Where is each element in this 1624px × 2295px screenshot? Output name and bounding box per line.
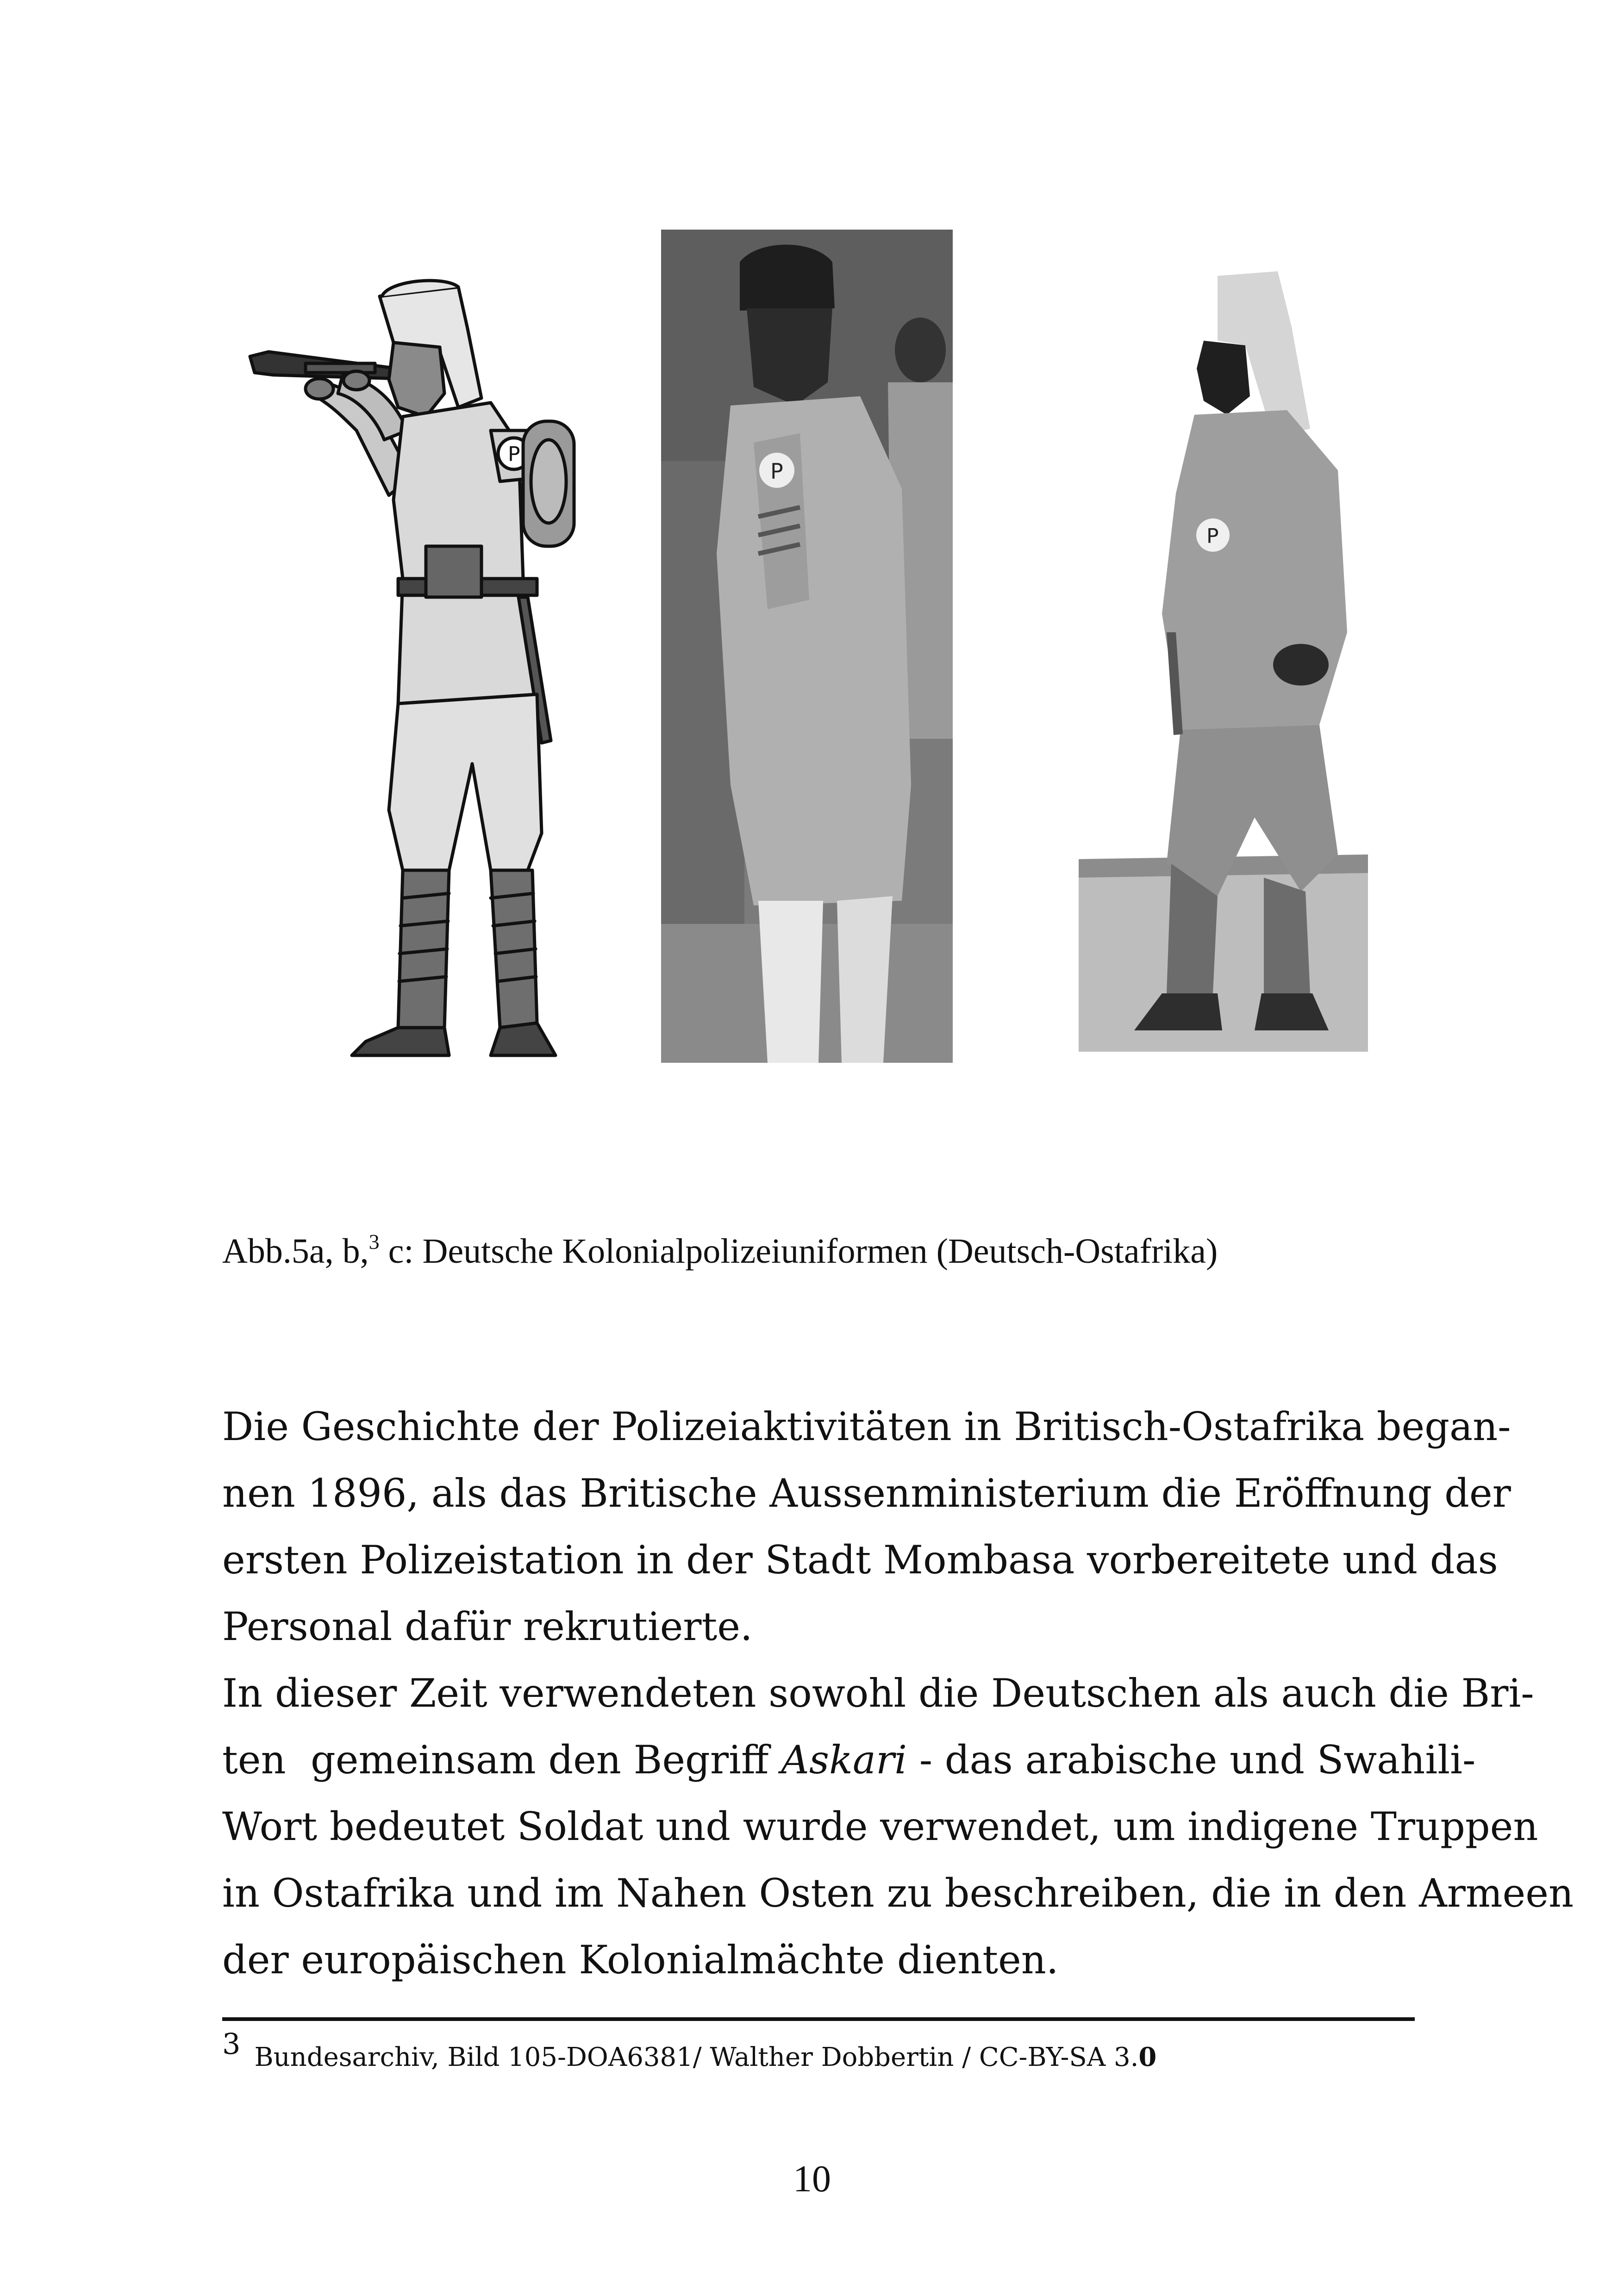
- body-line-2: nen 1896, als das Britische Aussenministerium die Eröffnung der: [222, 1471, 1511, 1516]
- svg-text:P: P: [770, 459, 783, 484]
- footnote: [222, 2027, 1157, 2073]
- caption-prefix: Abb.5a, b,: [222, 1232, 369, 1271]
- body-line-7: Wort bedeutet Soldat und wurde verwendet, um indigene Truppen: [222, 1804, 1538, 1849]
- footnote-bold-tail: 0: [1138, 2042, 1157, 2072]
- askari-photo-image: [661, 230, 953, 1063]
- figure-caption: [222, 1231, 1426, 1272]
- svg-text:P: P: [1206, 524, 1219, 548]
- footnote-separator: [222, 2017, 1415, 2021]
- body-line-8: in Ostafrika und im Nahen Osten zu beschreiben, die in den Armeen: [222, 1871, 1574, 1916]
- svg-text:P: P: [508, 443, 520, 466]
- caption-suffix: c: Deutsche Kolonialpolizeiuniformen (Deutsch-Ostafrika): [379, 1232, 1218, 1271]
- footnote-mark: 3: [222, 2027, 241, 2061]
- body-line-9: der europäischen Kolonialmächte dienten.: [222, 1937, 1059, 1983]
- body-line-4: Personal dafür rekrutierte.: [222, 1604, 753, 1649]
- footnote-text: Bundesarchiv, Bild 105-DOA6381/ Walther Dobbertin / CC-BY-SA 3.: [254, 2042, 1139, 2072]
- page-number: 10: [793, 2158, 831, 2200]
- body-line-6-pre: ten gemeinsam den Begriff: [222, 1737, 781, 1783]
- figure-illustration-askari: [1079, 262, 1368, 1052]
- askari-term: Askari: [781, 1737, 907, 1783]
- body-line-1: Die Geschichte der Polizeiaktivitäten in Britisch-Ostafrika began-: [222, 1404, 1511, 1449]
- body-line-6: [222, 1727, 1476, 1793]
- figure-photo-askari: [661, 230, 953, 1063]
- body-line-5: In dieser Zeit verwendeten sowohl die Deutschen als auch die Bri-: [222, 1671, 1534, 1716]
- body-paragraphs: [222, 1393, 1574, 1993]
- body-line-3: ersten Polizeistation in der Stadt Mombasa vorbereitete und das: [222, 1537, 1498, 1583]
- askari-stippled-illustration: [1079, 262, 1368, 1052]
- caption-footnote-ref: 3: [369, 1230, 380, 1254]
- body-line-6-post: - das arabische und Swahili-: [907, 1737, 1476, 1783]
- askari-drawing-illustration: [241, 278, 630, 1060]
- figure-drawing-askari-aiming: [241, 278, 630, 1060]
